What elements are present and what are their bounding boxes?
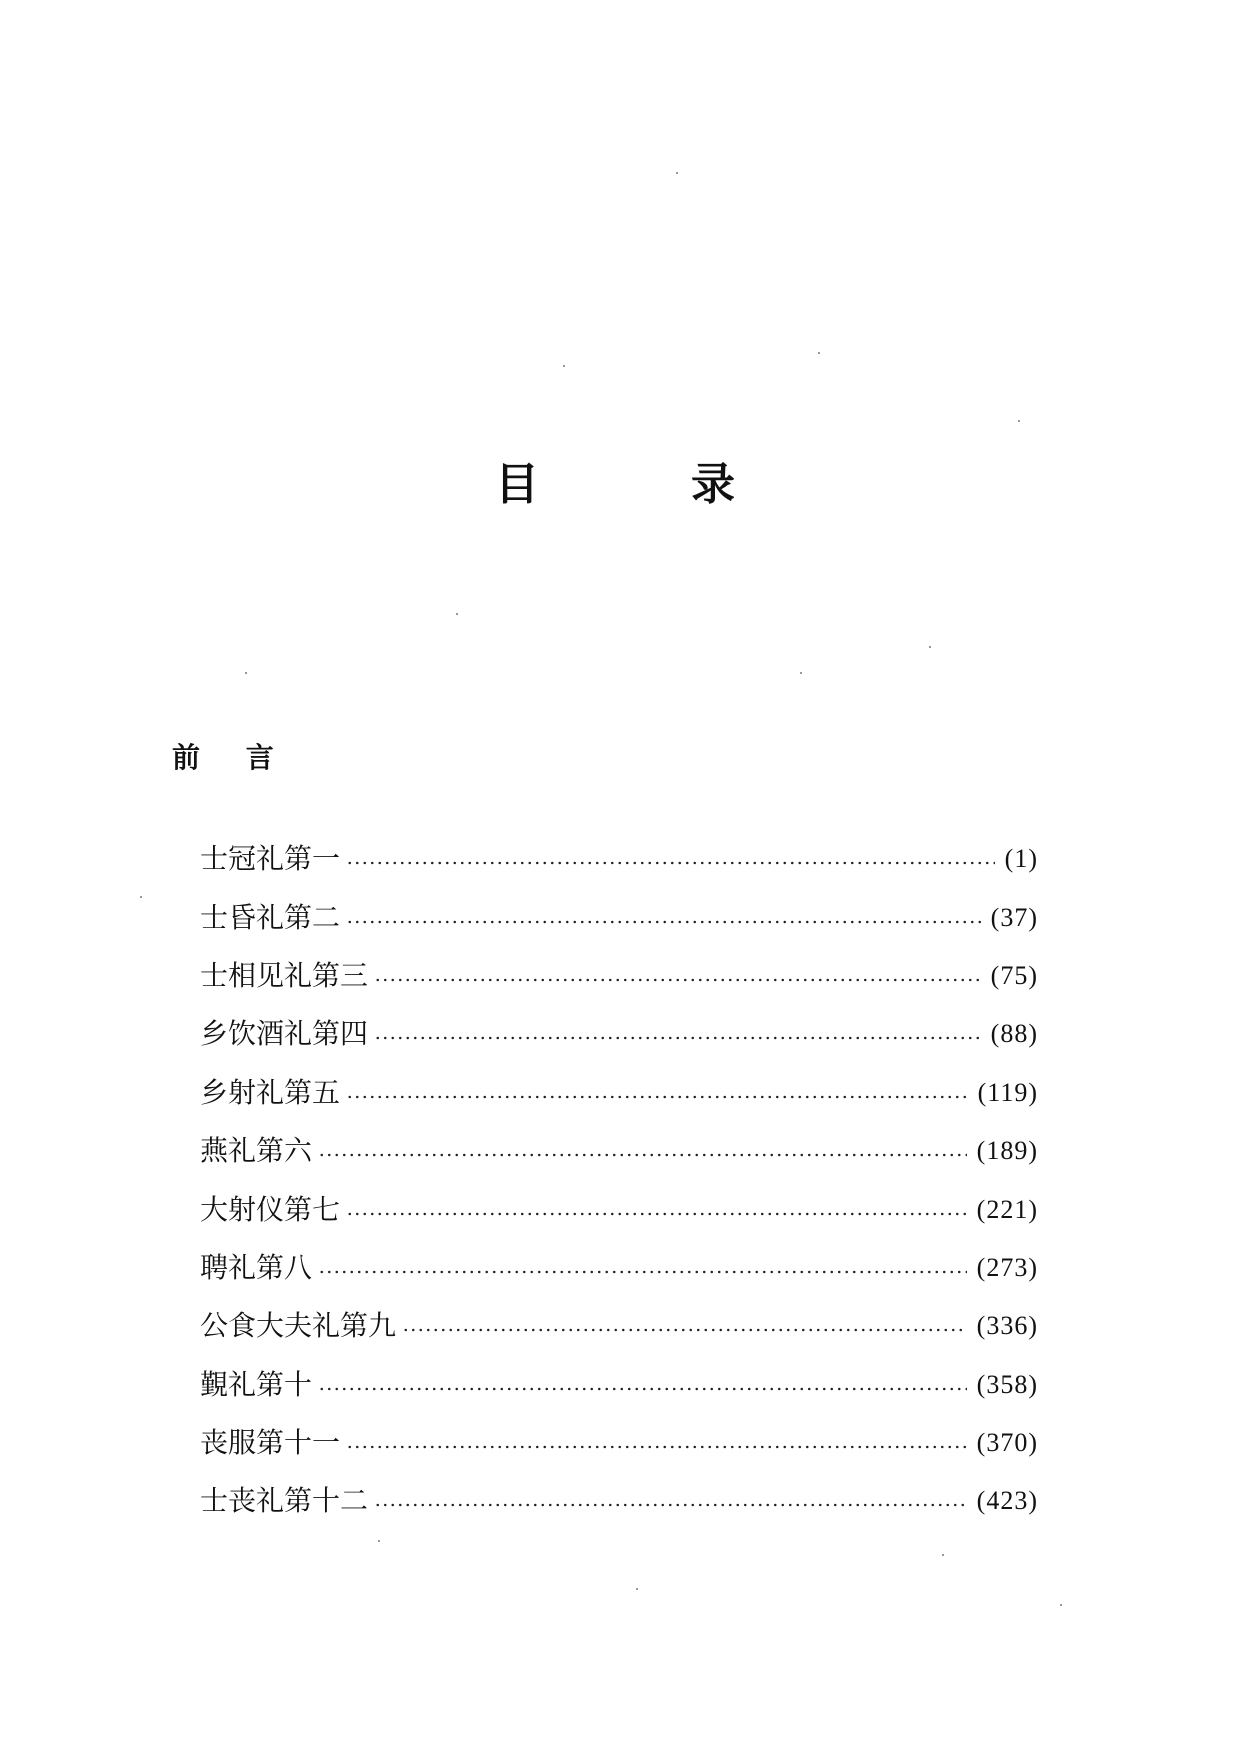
scan-speck bbox=[378, 1540, 380, 1542]
dot-leader bbox=[346, 1212, 967, 1216]
toc-entry[interactable] bbox=[200, 947, 1038, 1005]
toc-entry[interactable] bbox=[200, 1122, 1038, 1180]
toc-entry-title: 乡饮酒礼第四 bbox=[200, 1017, 369, 1051]
toc-entry-title: 聘礼第八 bbox=[200, 1250, 313, 1284]
toc-entry[interactable] bbox=[200, 1356, 1038, 1414]
scan-speck bbox=[800, 672, 802, 674]
dot-leader bbox=[318, 1153, 967, 1157]
scan-speck bbox=[456, 613, 458, 615]
scan-speck bbox=[818, 352, 820, 354]
scan-speck bbox=[636, 1588, 638, 1590]
toc-entry[interactable] bbox=[200, 1005, 1038, 1063]
scan-speck bbox=[929, 646, 931, 648]
scan-speck bbox=[942, 1554, 944, 1556]
dot-leader bbox=[346, 861, 995, 865]
scan-speck bbox=[245, 672, 247, 674]
preface-heading[interactable]: 前 言 bbox=[172, 741, 292, 774]
dot-leader bbox=[374, 1036, 981, 1040]
dot-leader bbox=[374, 1503, 967, 1507]
toc-entry-title: 燕礼第六 bbox=[200, 1134, 313, 1168]
toc-entry[interactable] bbox=[200, 1239, 1038, 1297]
dot-leader bbox=[318, 1270, 967, 1274]
toc-entry-page: (1) bbox=[1004, 844, 1038, 874]
toc-entry-page: (273) bbox=[976, 1252, 1038, 1282]
page-title-char-2: 录 bbox=[691, 459, 735, 510]
page-title bbox=[495, 455, 735, 515]
toc-entry-page: (75) bbox=[990, 960, 1038, 990]
toc-entry-title: 士冠礼第一 bbox=[200, 842, 341, 876]
toc-entry-page: (423) bbox=[976, 1486, 1038, 1516]
scan-speck bbox=[1060, 1604, 1062, 1606]
toc-entry-page: (358) bbox=[976, 1369, 1038, 1399]
toc-entry-title: 公食大夫礼第九 bbox=[200, 1309, 397, 1343]
toc-entry-title: 士丧礼第十二 bbox=[200, 1484, 369, 1518]
dot-leader bbox=[346, 920, 981, 924]
toc-entry-page: (119) bbox=[977, 1077, 1038, 1107]
toc-list bbox=[200, 830, 1038, 1531]
toc-entry-page: (88) bbox=[990, 1019, 1038, 1049]
toc-entry-page: (37) bbox=[990, 902, 1038, 932]
toc-entry-title: 士相见礼第三 bbox=[200, 958, 369, 992]
toc-entry-page: (336) bbox=[976, 1311, 1038, 1341]
toc-entry-title: 乡射礼第五 bbox=[200, 1075, 341, 1109]
scan-speck bbox=[140, 896, 142, 898]
dot-leader bbox=[374, 978, 981, 982]
dot-leader bbox=[318, 1387, 967, 1391]
toc-entry-page: (189) bbox=[976, 1136, 1038, 1166]
toc-entry[interactable] bbox=[200, 888, 1038, 946]
toc-entry-page: (221) bbox=[976, 1194, 1038, 1224]
toc-entry[interactable] bbox=[200, 830, 1038, 888]
toc-entry[interactable] bbox=[200, 1414, 1038, 1472]
toc-entry[interactable] bbox=[200, 1180, 1038, 1238]
toc-entry[interactable] bbox=[200, 1472, 1038, 1530]
dot-leader bbox=[346, 1095, 968, 1099]
page-title-char-1: 目 bbox=[495, 459, 539, 510]
scan-speck bbox=[1018, 420, 1020, 422]
toc-entry[interactable] bbox=[200, 1297, 1038, 1355]
scan-speck bbox=[563, 365, 565, 367]
scan-speck bbox=[676, 172, 678, 174]
toc-entry-title: 士昏礼第二 bbox=[200, 900, 341, 934]
toc-entry-title: 覲礼第十 bbox=[200, 1367, 313, 1401]
toc-entry[interactable] bbox=[200, 1064, 1038, 1122]
toc-entry-page: (370) bbox=[976, 1428, 1038, 1458]
toc-entry-title: 大射仪第七 bbox=[200, 1192, 341, 1226]
dot-leader bbox=[346, 1445, 967, 1449]
toc-entry-title: 丧服第十一 bbox=[200, 1426, 341, 1460]
dot-leader bbox=[402, 1328, 967, 1332]
